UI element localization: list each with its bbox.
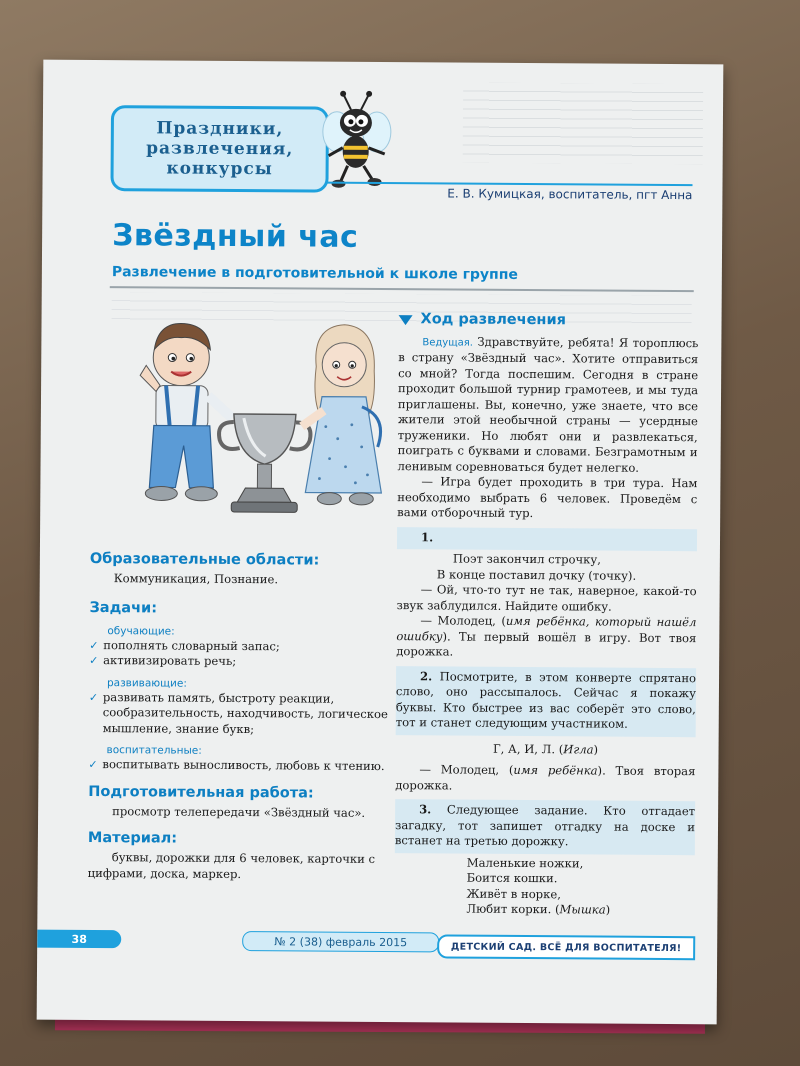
round-3-riddle-line: Любит корки. (Мышка) <box>466 901 611 917</box>
magazine-name: ДЕТСКИЙ САД. ВСЁ ДЛЯ ВОСПИТАТЕЛЯ! <box>437 934 695 960</box>
rubric-box <box>110 105 329 193</box>
round-1-poem-line: Поэт закончил строчку, <box>452 551 601 567</box>
rubric-line: развлечения, <box>146 138 294 160</box>
author-line: Е. В. Кумицкая, воспитатель, пгт Анна <box>447 186 693 203</box>
bee-mascot-icon <box>312 90 399 191</box>
areas-text: Коммуникация, Познание. <box>113 571 279 587</box>
page-number: 38 <box>37 930 121 949</box>
material-heading: Материал: <box>87 829 178 847</box>
rounds-intro: — Игра будет проходить в три тура. Нам необходимо выбрать 6 человек. Проведём с вами отборочный тур. <box>397 474 698 521</box>
prep-heading: Подготовительная работа: <box>88 783 314 802</box>
task-group-label: обучающие: <box>107 624 175 638</box>
tasks-heading: Задачи: <box>89 599 158 616</box>
children-with-trophy-illustration <box>125 305 397 527</box>
rubric-line: Праздники, <box>156 118 284 140</box>
task-item: ✓ развивать память, быстроту реакции, сообразительность, находчивость, логическое мышление, знание букв; <box>88 689 388 736</box>
task-item: ✓ активизировать речь; <box>89 653 237 668</box>
task-group-label: развивающие: <box>106 676 187 690</box>
round-3-block: 3. Следующее задание. Кто отгадает загадку, тот запишет отгадку на доске и встанет на третью дорожку. <box>395 799 695 855</box>
article-title: Звёздный час <box>112 218 359 255</box>
issue-info: № 2 (38) февраль 2015 <box>242 931 439 952</box>
checkmark-icon: ✓ <box>89 653 99 668</box>
left-column <box>88 550 390 883</box>
round-2-block: 2. Посмотрите, в этом конверте спрятано слово, оно рассыпалось. Сейчас я покажу буквы. Кто быстрее из вас соберёт это слово, тот и станет следующим участником. <box>396 666 696 737</box>
areas-heading: Образовательные области: <box>89 550 320 569</box>
host-intro: Ведущая. Здравствуйте, ребята! Я тороплюсь в страну «Звёздный час». Хотите отправиться со мной? Тогда поспешим. Сегодня в стране проходит большой турнир грамотеев, и мы туда приглашены. Вы, конечно, уже знаете, что все жители этой необычной страны — усердные труженики. Но любят они и развлекаться, поиграть с буквами и словами. Безграмотным и ленивым соревноваться будет нелегко. <box>397 334 699 475</box>
round-3-riddle-line: Боится кошки. <box>466 870 558 886</box>
article-subtitle: Развлечение в подготовительной к школе группе <box>111 264 518 283</box>
material-text: буквы, дорожки для 6 человек, карточки с цифрами, доска, маркер. <box>87 850 376 881</box>
task-item: ✓ воспитывать выносливость, любовь к чтению. <box>88 757 385 774</box>
girl-figure <box>301 324 382 505</box>
triangle-marker-icon <box>399 315 413 325</box>
task-group-label: воспитательные: <box>106 744 202 757</box>
boy-figure <box>139 323 232 501</box>
prep-text: просмотр телепередачи «Звёздный час». <box>112 803 366 820</box>
speaker-label: Ведущая. <box>422 336 474 349</box>
right-column <box>394 312 698 919</box>
subtitle-divider <box>110 286 694 292</box>
trophy-figure <box>218 414 310 513</box>
checkmark-icon: ✓ <box>89 638 99 652</box>
magazine-page <box>37 60 724 1025</box>
round-2-letters: Г, А, И, Л. (Игла) <box>492 741 599 757</box>
round-2-text: — Молодец, (имя ребёнка). Твоя вторая дорожка. <box>395 762 696 793</box>
course-heading: Ход развлечения <box>398 312 698 330</box>
round-1-marker: 1. <box>397 527 697 552</box>
checkmark-icon: ✓ <box>88 757 98 772</box>
round-1-poem-line: В конце поставил дочку (точку). <box>436 566 637 583</box>
show-through-right <box>463 83 704 165</box>
checkmark-icon: ✓ <box>88 690 99 704</box>
rubric-line: конкурсы <box>166 158 273 180</box>
round-1-text: — Молодец, (имя ребёнка, который нашёл ошибку). Ты первый вошёл в игру. Вот твоя дорожка. <box>396 613 697 659</box>
round-3-riddle-line: Живёт в норке, <box>466 886 561 901</box>
round-3-riddle-line: Маленькие ножки, <box>466 855 584 870</box>
task-item: ✓ пополнять словарный запас; <box>89 637 280 653</box>
round-1-text: — Ой, что-то тут не так, наверное, какой-то звук заблудился. Найдите ошибку. <box>396 582 697 614</box>
